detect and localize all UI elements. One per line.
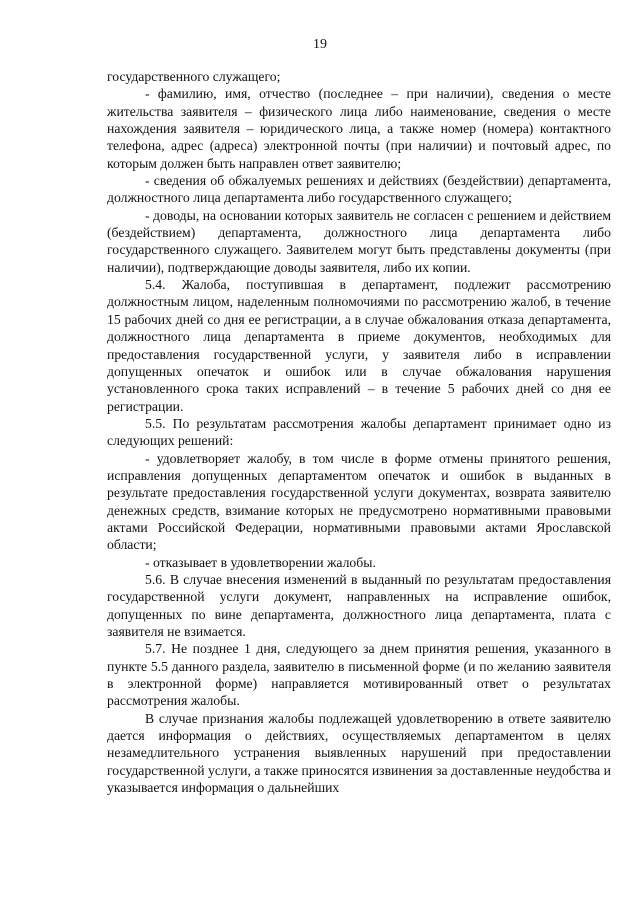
document-body [107, 68, 611, 796]
paragraph-5-6: 5.6. В случае внесения изменений в выданный по результатам предоставления государственной услуги документ, направленных на исправление ошибок, допущенных по вине департамента, должностного лица департамента, плата с заявителя не взимается. [107, 571, 611, 639]
page-number: 19 [313, 37, 327, 52]
paragraph-5-4: 5.4. Жалоба, поступившая в департамент, подлежит рассмотрению должностным лицом, наделенным полномочиями по рассмотрению жалоб, в течение 15 рабочих дней со дня ее регистрации, а в случае обжалования отказа департамента, должностного лица департамента в приеме документов, необходимых для предоставления государственной услуги, у заявителя либо в исправлении допущенных опечаток и ошибок или в случае обжалования нарушения установленного срока таких исправлений – в течение 5 рабочих дней со дня ее регистрации. [107, 277, 611, 414]
paragraph-applicant-details: - фамилию, имя, отчество (последнее – при наличии), сведения о месте жительства заявителя – физического лица либо наименование, сведения о месте нахождения заявителя – юридического лица, а также номер (номера) контактного телефона, адрес (адреса) электронной почты (при наличии) и почтовый адрес, по которым должен быть направлен ответ заявителю; [107, 86, 611, 171]
paragraph-5-7: 5.7. Не позднее 1 дня, следующего за днем принятия решения, указанного в пункте 5.5 данного раздела, заявителю в письменной форме (и по желанию заявителя в электронной форме) направляется мотивированный ответ о результатах рассмотрения жалобы. [107, 641, 611, 709]
paragraph-continuation: государственного служащего; [107, 69, 281, 84]
paragraph-appealed-decisions: - сведения об обжалуемых решениях и действиях (бездействии) департамента, должностного лица департамента либо государственного служащего; [107, 173, 611, 206]
paragraph-arguments: - доводы, на основании которых заявитель не согласен с решением и действием (бездействием) департамента, должностного лица департамента либо государственного служащего. Заявителем могут быть представлены документы (при наличии), подтверждающие доводы заявителя, либо их копии. [107, 207, 611, 275]
paragraph-refuses-complaint: - отказывает в удовлетворении жалобы. [145, 554, 376, 570]
paragraph-recognition: В случае признания жалобы подлежащей удовлетворению в ответе заявителю дается информация о действиях, осуществляемых департаментом в целях незамедлительного устранения выявленных нарушений при предоставлении государственной услуги, а также приносятся извинения за доставленные неудобства и указывается информация о дальнейших [107, 710, 611, 796]
paragraph-satisfies-complaint: - удовлетворяет жалобу, в том числе в форме отмены принятого решения, исправления допущенных департаментом опечаток и ошибок в выданных в результате предоставления государственной услуги документах, возврата заявителю денежных средств, взимание которых не предусмотрено нормативными правовыми актами Российской Федерации, нормативными правовыми актами Ярославской области; [107, 450, 611, 553]
paragraph-5-5: 5.5. По результатам рассмотрения жалобы департамент принимает одно из следующих решений: [107, 415, 611, 449]
